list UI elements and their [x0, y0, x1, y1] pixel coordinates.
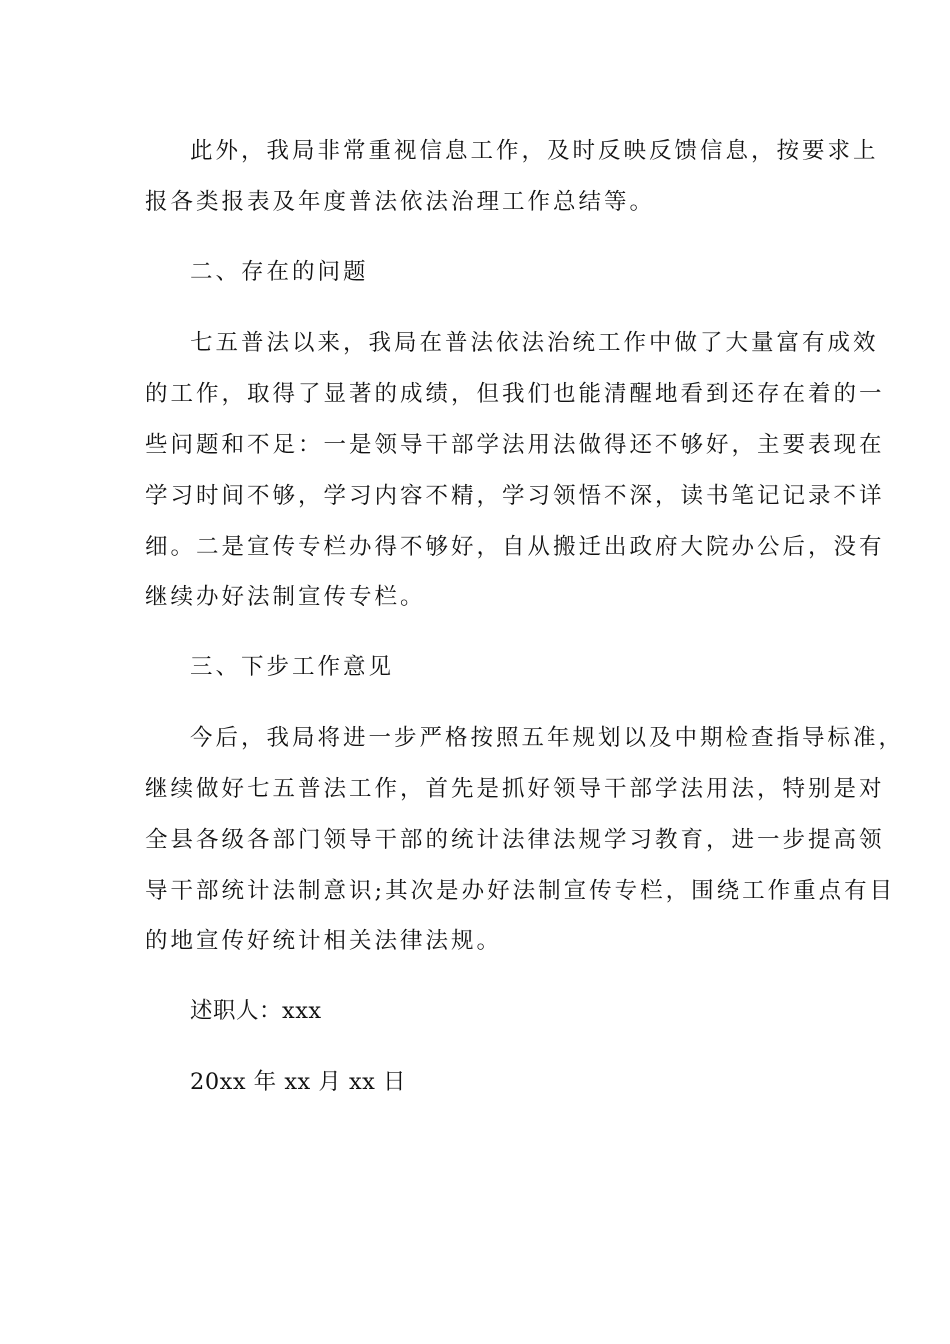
paragraph-2-line-1: 七五普法以来，我局在普法依法治统工作中做了大量富有成效 [190, 330, 879, 356]
paragraph-3-line-5: 的地宣传好统计相关法律法规。 [145, 928, 503, 954]
paragraph-3-line-1: 今后，我局将进一步严格按照五年规划以及中期检查指导标准， [190, 725, 905, 751]
paragraph-2-line-2: 的工作，取得了显著的成绩，但我们也能清醒地看到还存在着的一 [145, 381, 885, 407]
section-heading-next-steps: 三、下步工作意见 [190, 654, 395, 680]
paragraph-2-line-5: 细。二是宣传专栏办得不够好，自从搬迁出政府大院办公后，没有 [145, 534, 885, 560]
paragraph-1-line-1: 此外，我局非常重视信息工作，及时反映反馈信息，按要求上 [190, 138, 879, 164]
paragraph-3-line-4: 导干部统计法制意识;其次是办好法制宣传专栏，围绕工作重点有目 [145, 878, 896, 904]
paragraph-2-line-3: 些问题和不足：一是领导干部学法用法做得还不够好，主要表现在 [145, 432, 885, 458]
date-line: 20xx 年 xx 月 xx 日 [190, 1069, 407, 1095]
section-heading-problems: 二、存在的问题 [190, 259, 369, 285]
paragraph-1-line-2: 报各类报表及年度普法依法治理工作总结等。 [145, 189, 656, 215]
paragraph-2-line-4: 学习时间不够，学习内容不精，学习领悟不深，读书笔记记录不详 [145, 483, 885, 509]
paragraph-3-line-3: 全县各级各部门领导干部的统计法律法规学习教育，进一步提高领 [145, 827, 885, 853]
signer-line: 述职人：xxx [190, 998, 322, 1024]
paragraph-3-line-2: 继续做好七五普法工作，首先是抓好领导干部学法用法，特别是对 [145, 776, 885, 802]
paragraph-2-line-6: 继续办好法制宣传专栏。 [145, 584, 426, 610]
